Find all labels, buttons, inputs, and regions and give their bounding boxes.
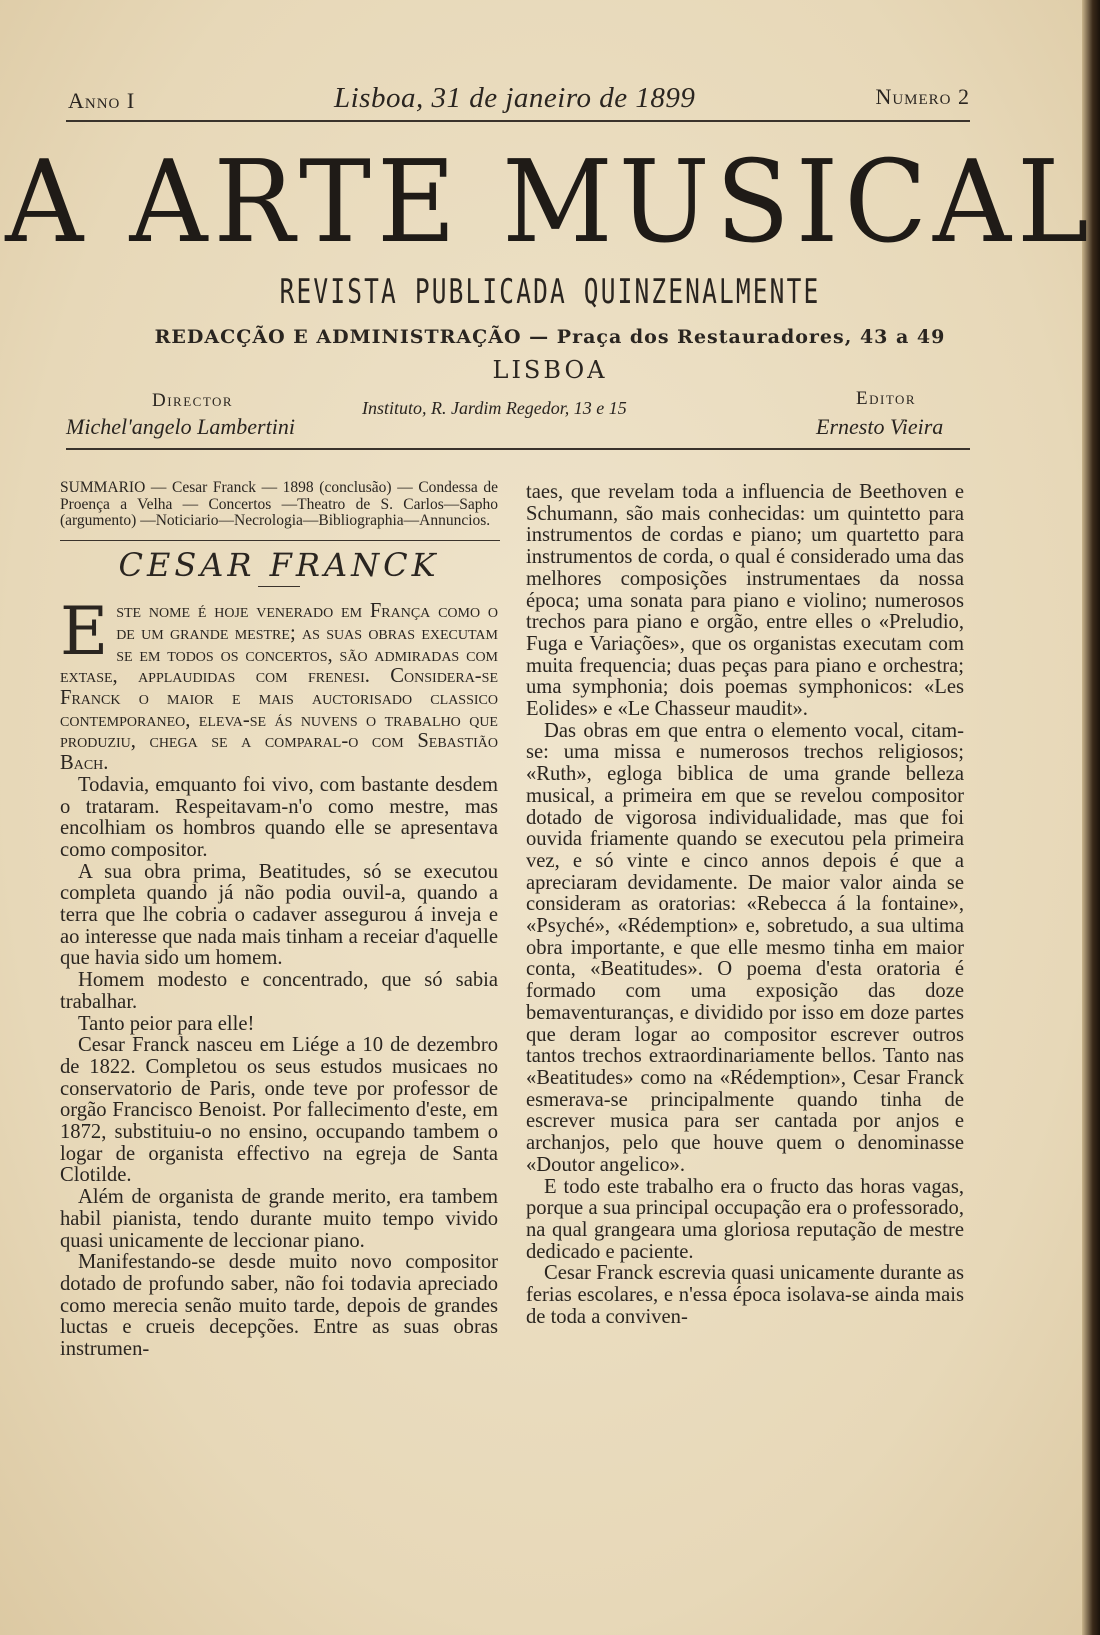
dateline: Lisboa, 31 de janeiro de 1899	[334, 82, 696, 114]
summary-rule	[60, 540, 500, 541]
paragraph: Este nome é hoje venerado em França como o de um grande mestre; as suas obras executam se em todos os concertos, são admiradas com extase, applaudidas com frenesi. Considera-se Franck o maior e mais auctorisado classico contemporaneo, eleva-se ás nuvens o trabalho que produziu, chega se a comparal-o com Sebastião Bach.	[60, 593, 498, 775]
director-label: Director	[152, 390, 234, 411]
editor-label: Editor	[856, 388, 917, 409]
paragraph: E todo este trabalho era o fructo das horas vagas, porque a sua principal occupação era o professorado, na qual grangeara uma gloriosa reputação de mestre dedicado e paciente.	[526, 1175, 964, 1263]
right-column	[526, 482, 964, 1328]
paragraph: A sua obra prima, Beatitudes, só se executou completa quando já não podia ouvil-a, quando a terra que lhe cobria o cadaver assegurou á inveja e ao interesse que nada mais tinham a receiar d'aquelle que havia sido um homem.	[60, 860, 498, 970]
summary: SUMMARIO — Cesar Franck — 1898 (conclusão) — Condessa de Proença a Velha — Concertos —Theatro de S. Carlos—Sapho (argumento) —Noticiario—Necrologia—Bibliographia—Annuncios.	[60, 479, 498, 529]
masthead-subtitle: REVISTA PUBLICADA QUINZENALMENTE	[279, 272, 821, 312]
masthead-rule	[66, 448, 970, 450]
volume-label: Anno I	[68, 88, 136, 113]
institute-address: Instituto, R. Jardim Regedor, 13 e 15	[362, 398, 627, 418]
issue-header	[64, 84, 970, 118]
paragraph: Tanto peior para elle!	[78, 1012, 255, 1035]
editor-name: Ernesto Vieira	[816, 414, 944, 439]
title-rule	[258, 586, 300, 587]
drop-cap: E	[60, 593, 109, 671]
paragraph: Manifestando-se desde muito novo compositor dotado de profundo saber, não foi todavia apreciado como merecia senão muito tarde, depois de grandes luctas e crueis decepções. Entre as suas obras instrumen-	[60, 1251, 498, 1361]
paragraph: Das obras em que entra o elemento vocal, citam-se: uma missa e numerosos trechos religiosos; «Ruth», egloga biblica de uma grande belleza musical, a primeira em que se revelou compositor dotado de vigorosa individualidade, mas que foi ouvida friamente quando se executou pela primeira vez, e só vinte e cinco annos depois é que a apreciaram devidamente. De maior valor ainda se consideram as oratorias: «Rebecca á la fontaine», «Psyché», «Rédemption» e, sobretudo, a sua ultima obra importante, e que elle mesmo tinha em maior conta, «Beatitudes». O poema d'esta oratoria é formado com uma exposição das doze bemaventuranças, e dividido por isso em doze partes que deram logar ao compositor escrever outros tantos trechos extraordinariamente bellos. Tanto nas «Beatitudes» como na «Rédemption», Cesar Franck esmerava-se principalmente quando tinha de escrever musica para ser cantada por anjos e archanjos, pelo que houve quem o denominasse «Doutor angelico».	[526, 719, 964, 1176]
paragraph: Homem modesto e concentrado, que só sabia trabalhar.	[60, 969, 498, 1013]
paragraph: Cesar Franck escrevia quasi unicamente durante as ferias escolares, e n'essa época isolava-se ainda mais de toda a conviven-	[526, 1262, 964, 1328]
paragraph: taes, que revelam toda a influencia de Beethoven e Schumann, são mais conhecidas: um quintetto para instrumentos de cordas e piano; um quartetto para instrumentos de corda, o qual é considerado uma das melhores composições instrumentaes da nossa época; uma sonata para piano e violino; numerosos trechos para piano e orgão, entre elles o «Preludio, Fuga e Variações», que os organistas executam com muita frequencia; duas peças para piano e orchestra; uma symphonia; dois poemas symphonicos: «Les Eolides» e «Le Chasseur maudit».	[526, 481, 964, 721]
article-title: CESAR FRANCK	[118, 545, 440, 584]
city-name: LISBOA	[492, 356, 608, 384]
paragraph: Cesar Franck nasceu em Liége a 10 de dezembro de 1822. Completou os seus estudos musicaes no conservatorio de Paris, onde teve por professor de orgão Francisco Benoist. Por fallecimento d'este, em 1872, substituiu-o no ensino, occupando tambem o logar de organista effectivo na egreja de Santa Clotilde.	[60, 1034, 498, 1187]
director-name: Michel'angelo Lambertini	[66, 414, 295, 439]
administration-address: REDACÇÃO E ADMINISTRAÇÃO — Praça dos Restauradores, 43 a 49	[154, 326, 946, 348]
paragraph: Além de organista de grande merito, era tambem habil pianista, tendo durante muito tempo vivido quasi unicamente de leccionar piano.	[60, 1186, 498, 1252]
issue-number: Numero 2	[875, 84, 970, 109]
paragraph: Todavia, emquanto foi vivo, com bastante desdem o trataram. Respeitavam-n'o como mestre, mas encolhiam os hombros quando elle se apresentava como compositor.	[60, 773, 498, 861]
masthead-title: A ARTE MUSICAL	[5, 136, 1095, 269]
header-rule	[66, 120, 970, 122]
left-column	[60, 480, 498, 1361]
